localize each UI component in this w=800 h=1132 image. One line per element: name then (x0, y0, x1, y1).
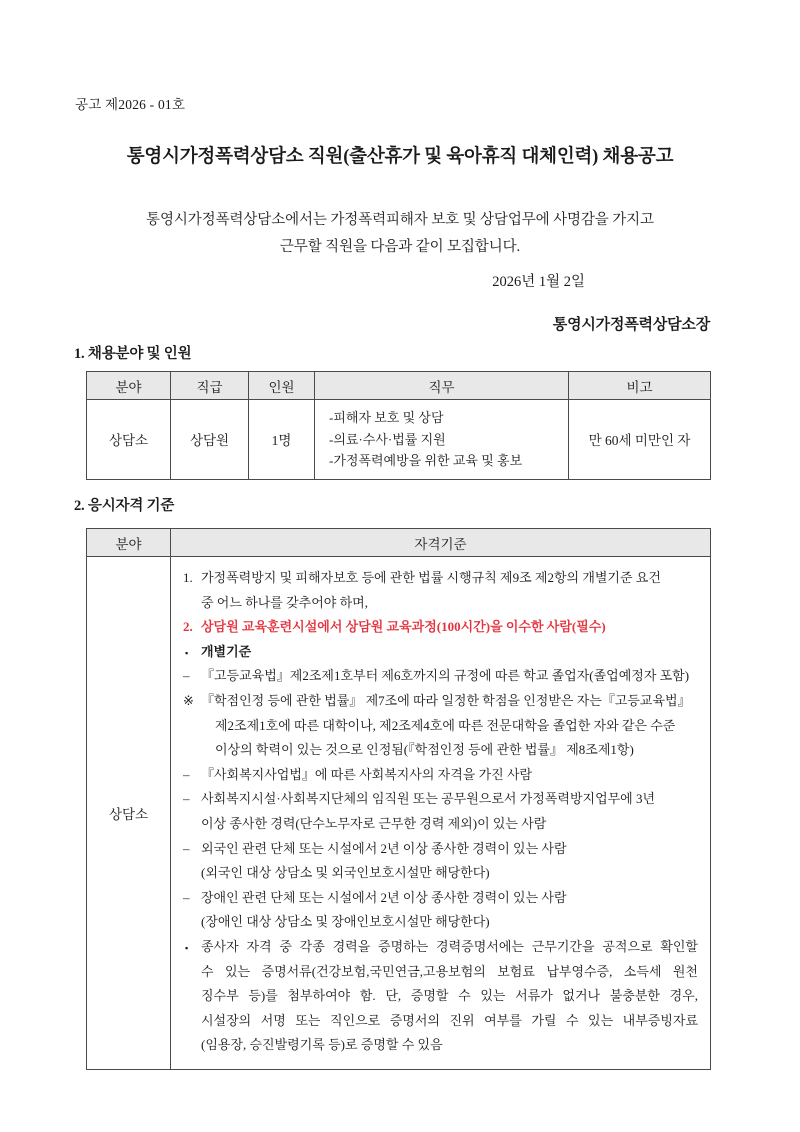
criteria-line: 『고등교육법』제2조제1호부터 제6호까지의 규정에 따른 학교 졸업자(졸업예정자 포함) (201, 668, 690, 684)
qualification-table (86, 528, 711, 1070)
criteria-text (200, 886, 698, 935)
criteria-line: 『사회복지사업법』에 따른 사회복지사의 자격을 가진 사람 (201, 766, 533, 782)
cell-count: 1명 (249, 400, 315, 480)
recruitment-table (86, 371, 711, 480)
list-marker: 1. (183, 570, 193, 585)
criteria-line: 수 있는 증명서류(건강보험,국민연금,고용보험의 보험료 납부영수증, 소득세 원천 (201, 963, 698, 979)
square-bullet-icon: ▪ (185, 647, 189, 658)
criteria-line: 시설장의 서명 또는 직인으로 증명서의 진위 여부를 가릴 수 있는 내부증빙자료 (201, 1012, 698, 1028)
duty-line: -피해자 보호 및 상담 (329, 410, 444, 425)
criteria-line: 가정폭력방지 및 피해자보호 등에 관한 법률 시행규칙 제9조 제2항의 개별기준 요건 (201, 570, 661, 585)
cell-field: 상담소 (87, 400, 171, 480)
criteria-line: 외국인 관련 단체 또는 시설에서 2년 이상 종사한 경력이 있는 사람 (201, 840, 567, 856)
duty-line: -의료·수사·법률 지원 (329, 431, 446, 447)
criteria-line: 개별기준 (201, 643, 252, 659)
criteria-text (200, 837, 698, 886)
criteria-note-documents (183, 935, 698, 1058)
criteria-item (183, 566, 698, 615)
intro-line-1: 통영시가정폭력상담소에서는 가정폭력피해자 보호 및 상담업무에 사명감을 가지고 (146, 212, 654, 228)
criteria-line: (외국인 대상 상담소 및 외국인보호시설만 해당한다) (201, 865, 490, 881)
list-marker: – (183, 668, 190, 684)
criteria-text (200, 787, 698, 836)
criteria-line: 중 어느 하나를 갖추어야 하며, (201, 594, 368, 610)
col-header-count: 인원 (249, 372, 315, 400)
criteria-line: 제2조제1호에 따른 대학이나, 제2조제4호에 따른 전문대학을 졸업한 자와 같은 수준 (215, 717, 676, 733)
table-row (87, 557, 711, 1070)
cell-criteria-list (171, 557, 711, 1070)
signatory: 통영시가정폭력상담소장 (552, 317, 710, 333)
list-marker: – (183, 889, 190, 905)
reference-mark-icon: ※ (183, 692, 194, 708)
criteria-line: (임용장, 승진발령기록 등)로 증명할 수 있음 (201, 1037, 443, 1053)
criteria-line: 징수부 등)를 첨부하여야 함. 단, 증명할 수 있는 서류가 없거나 불충분한 경우, (201, 988, 698, 1004)
criteria-text (200, 763, 698, 788)
criteria-text (200, 566, 698, 615)
col-header-duty: 직무 (315, 372, 569, 400)
col-header-field: 분야 (87, 529, 171, 557)
intro-line-2: 근무할 직원을 다음과 같이 모집합니다. (279, 239, 521, 255)
criteria-line: 이상 종사한 경력(단수노무자로 근무한 경력 제외)이 있는 사람 (201, 815, 547, 831)
criteria-item (183, 664, 698, 689)
col-header-field: 분야 (87, 372, 171, 400)
criteria-line: 상담원 교육훈련시설에서 상담원 교육과정(100시간)을 이수한 사람(필수) (201, 619, 606, 635)
criteria-line: 종사자 자격 중 각종 경력을 증명하는 경력증명서에는 근무기간을 공적으로 확인할 (201, 938, 698, 954)
table-row (87, 400, 711, 480)
criteria-line: (장애인 대상 상담소 및 장애인보호시설만 해당한다) (201, 914, 490, 930)
duty-line: -가정폭력예방을 위한 교육 및 홍보 (329, 453, 523, 468)
cell-field: 상담소 (87, 557, 171, 1070)
cell-remark: 만 60세 미만인 자 (569, 400, 711, 480)
page-title: 통영시가정폭력상담소 직원(출산휴가 및 육아휴직 대체인력) 채용공고 (126, 147, 674, 167)
criteria-subheading (183, 640, 698, 665)
criteria-text (200, 664, 698, 689)
list-marker: – (183, 766, 190, 782)
list-marker: 2. (183, 619, 193, 635)
criteria-item-required (183, 615, 698, 640)
col-header-rank: 직급 (171, 372, 249, 400)
list-marker: – (183, 791, 190, 807)
section-1-heading: 1. 채용분야 및 인원 (74, 346, 192, 362)
square-bullet-icon: ▪ (185, 942, 189, 953)
col-header-remark: 비고 (569, 372, 711, 400)
notice-number: 공고 제2026 - 01호 (75, 97, 186, 112)
section-2-heading: 2. 응시자격 기준 (74, 498, 175, 514)
cell-duties (315, 400, 569, 480)
criteria-line: 사회복지시설·사회복지단체의 임직원 또는 공무원으로서 가정폭력방지업무에 3년 (201, 791, 656, 807)
criteria-text (200, 689, 698, 763)
criteria-item (183, 886, 698, 935)
col-header-criteria: 자격기준 (171, 529, 711, 557)
criteria-line: 장애인 관련 단체 또는 시설에서 2년 이상 종사한 경력이 있는 사람 (201, 889, 567, 905)
announcement-date: 2026년 1월 2일 (492, 274, 585, 290)
criteria-text (200, 615, 698, 640)
criteria-note (183, 689, 698, 763)
criteria-item (183, 837, 698, 886)
list-marker: – (183, 840, 190, 856)
criteria-text (200, 935, 698, 1058)
table-header-row (87, 529, 711, 557)
criteria-line: 『학점인정 등에 관한 법률』 제7조에 따라 일정한 학점을 인정받은 자는『고등교육법』 (201, 692, 691, 708)
criteria-item (183, 763, 698, 788)
criteria-line: 이상의 학력이 있는 것으로 인정됨(『학점인정 등에 관한 법률』 제8조제1항) (215, 742, 634, 758)
intro-paragraph (100, 207, 700, 261)
criteria-item (183, 787, 698, 836)
criteria-text (200, 640, 698, 665)
table-header-row (87, 372, 711, 400)
cell-rank: 상담원 (171, 400, 249, 480)
